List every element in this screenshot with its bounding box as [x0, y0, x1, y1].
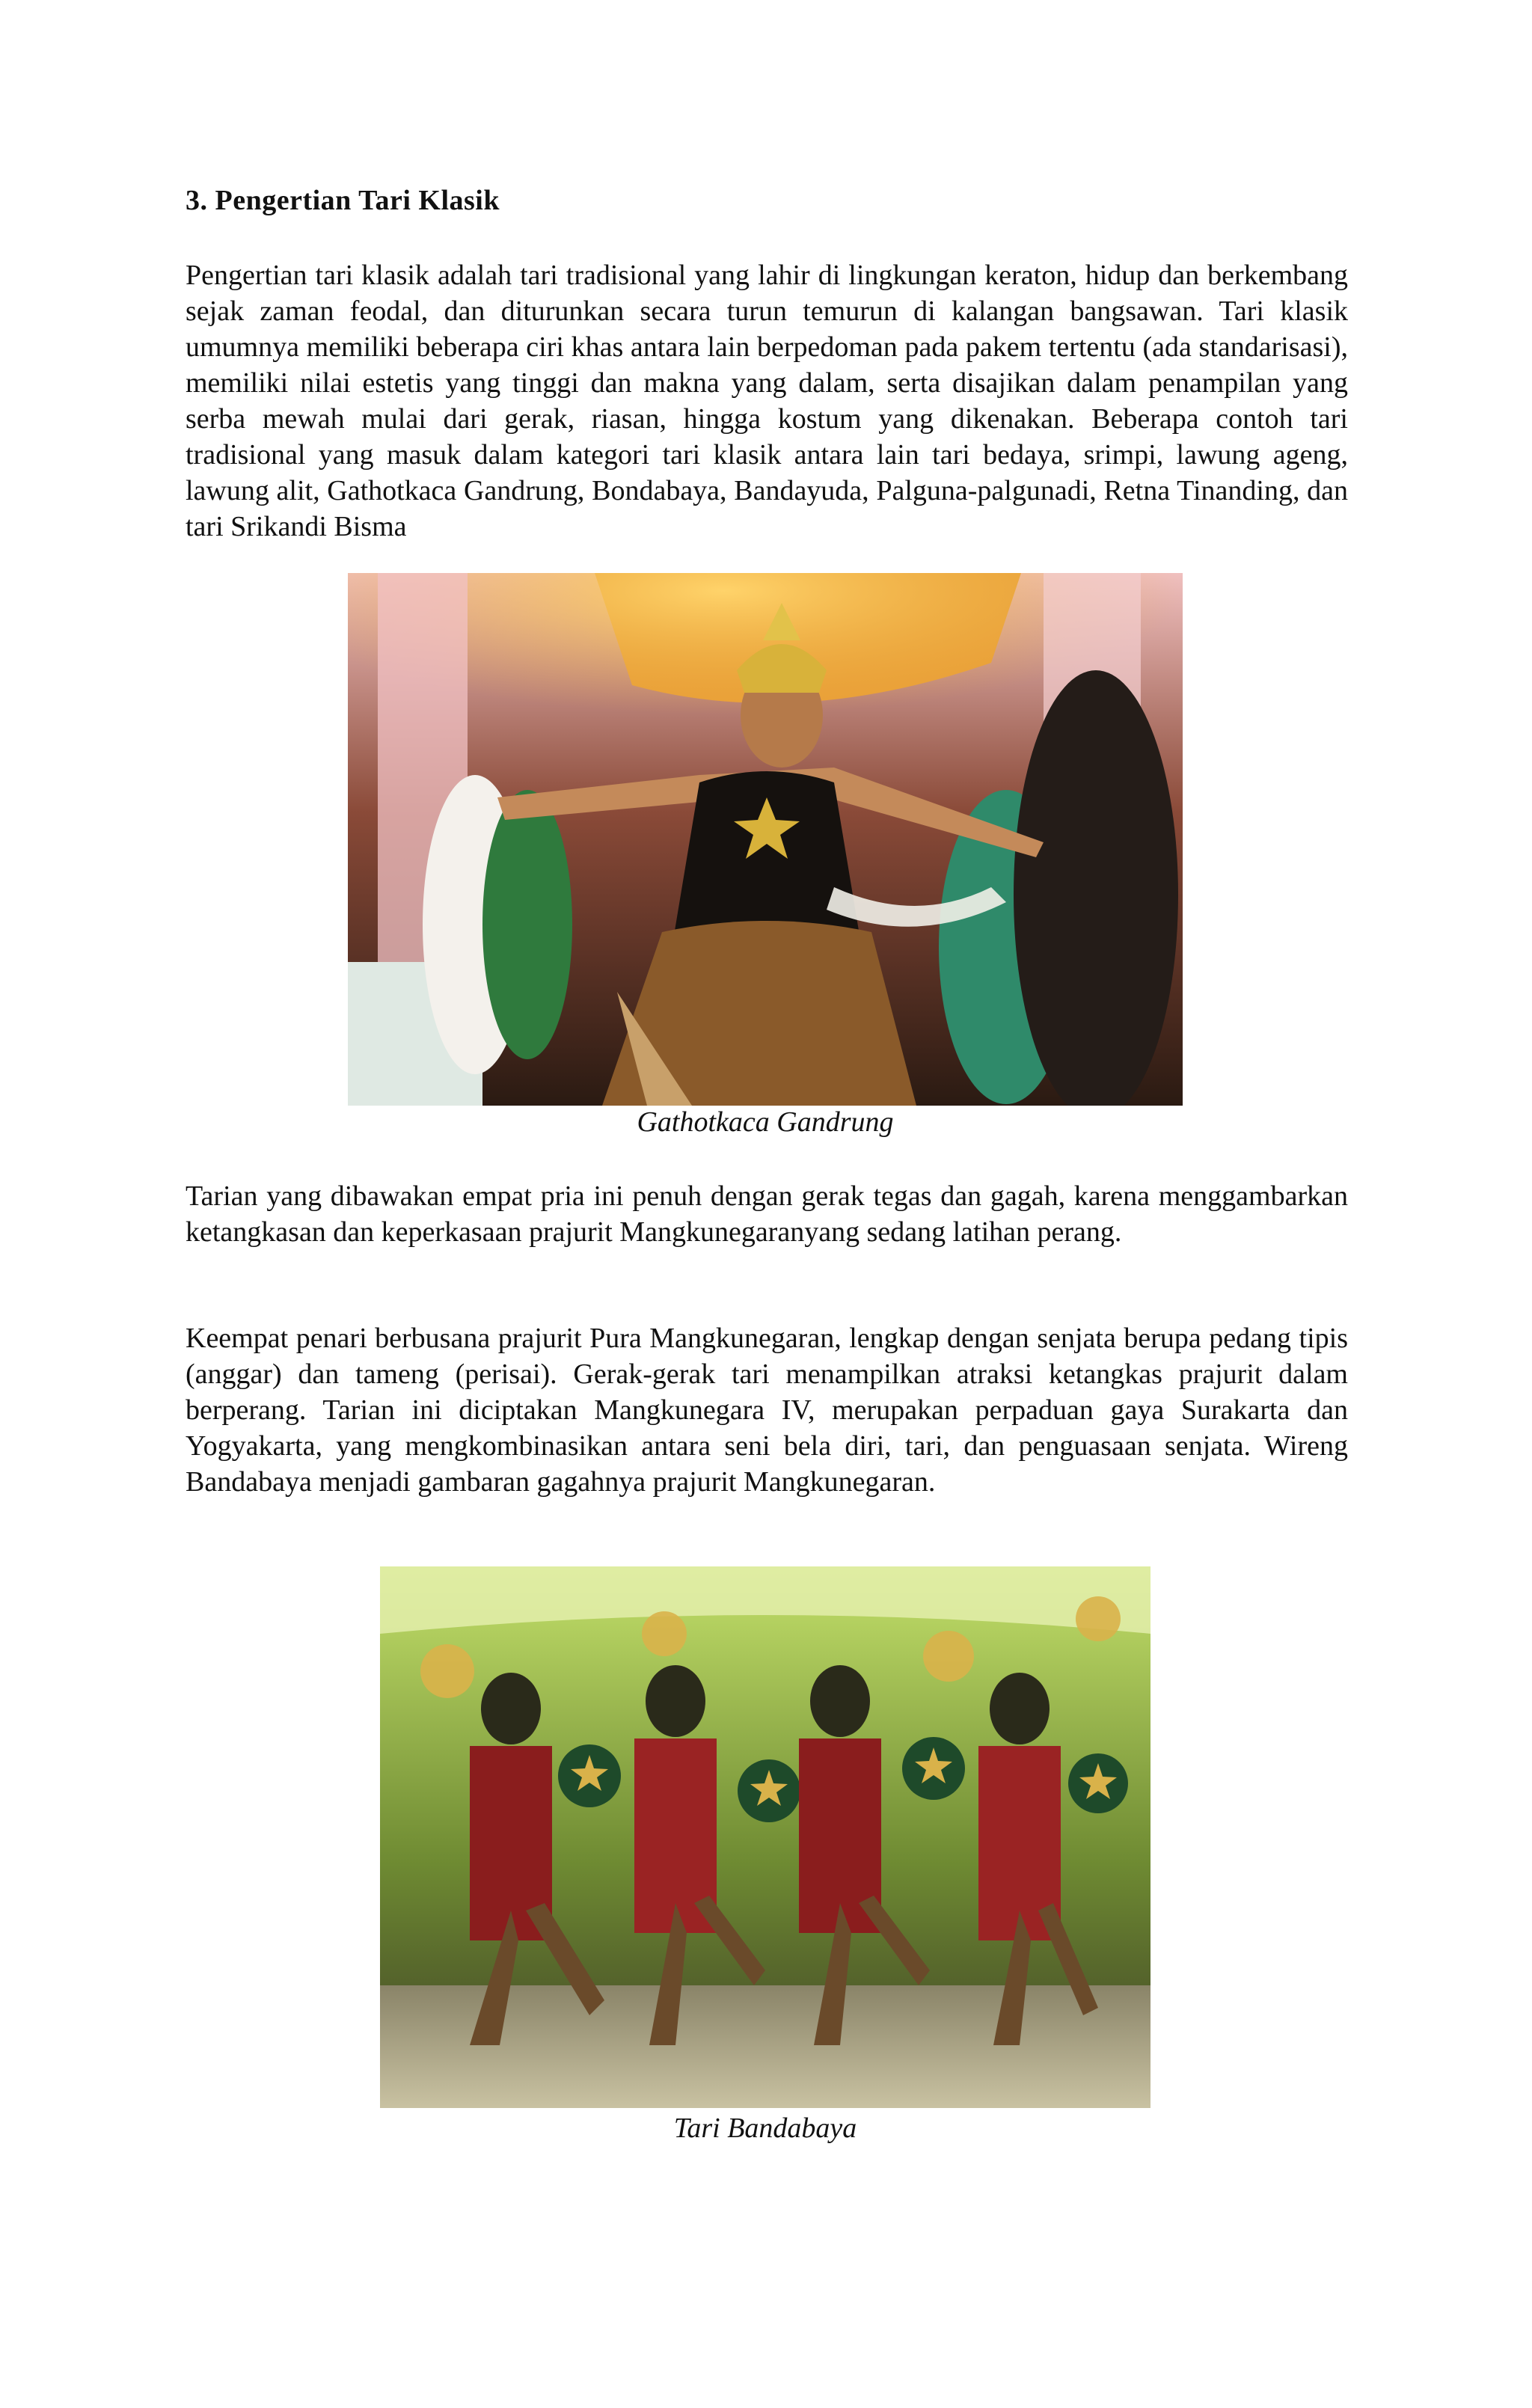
photo-gathotkaca-gandrung	[348, 573, 1183, 1106]
caption-gathotkaca-gandrung: Gathotkaca Gandrung	[637, 1106, 894, 1138]
paragraph-bandabaya-description: Keempat penari berbusana prajurit Pura Mangkunegaran, lengkap dengan senjata berupa pedang tipis (anggar) dan tameng (perisai). Gerak-gerak tari menampilkan atraksi ketangkas prajurit dalam berperang. Tarian ini diciptakan Mangkunegara IV, merupakan perpaduan gaya Surakarta dan Yogyakarta, yang mengkombinasikan antara seni bela diri, tari, dan penguasaan senjata. Wireng Bandabaya menjadi gambaran gagahnya prajurit Mangkunegaran.	[186, 1323, 1348, 1498]
section-heading: 3. Pengertian Tari Klasik	[186, 185, 500, 216]
caption-tari-bandabaya: Tari Bandabaya	[673, 2113, 857, 2144]
paragraph-dance-description: Tarian yang dibawakan empat pria ini penuh dengan gerak tegas dan gagah, karena menggambarkan ketangkasan dan keperkasaan prajurit Mangkunegaranyang sedang latihan perang.	[186, 1180, 1348, 1248]
photo-tari-bandabaya	[380, 1566, 1150, 2108]
paragraph-definition: Pengertian tari klasik adalah tari tradisional yang lahir di lingkungan keraton, hidup dan berkembang sejak zaman feodal, dan diturunkan secara turun temurun di kalangan bangsawan. Tari klasik umumnya memiliki beberapa ciri khas antara lain berpedoman pada pakem tertentu (ada standarisasi), memiliki nilai estetis yang tinggi dan makna yang dalam, serta disajikan dalam penampilan yang serba mewah mulai dari gerak, riasan, hingga kostum yang dikenakan. Beberapa contoh tari tradisional yang masuk dalam kategori tari klasik antara lain tari bedaya, srimpi, lawung ageng, lawung alit, Gathotkaca Gandrung, Bondabaya, Bandayuda, Palguna-palgunadi, Retna Tinanding, dan tari Srikandi Bisma	[186, 260, 1348, 542]
